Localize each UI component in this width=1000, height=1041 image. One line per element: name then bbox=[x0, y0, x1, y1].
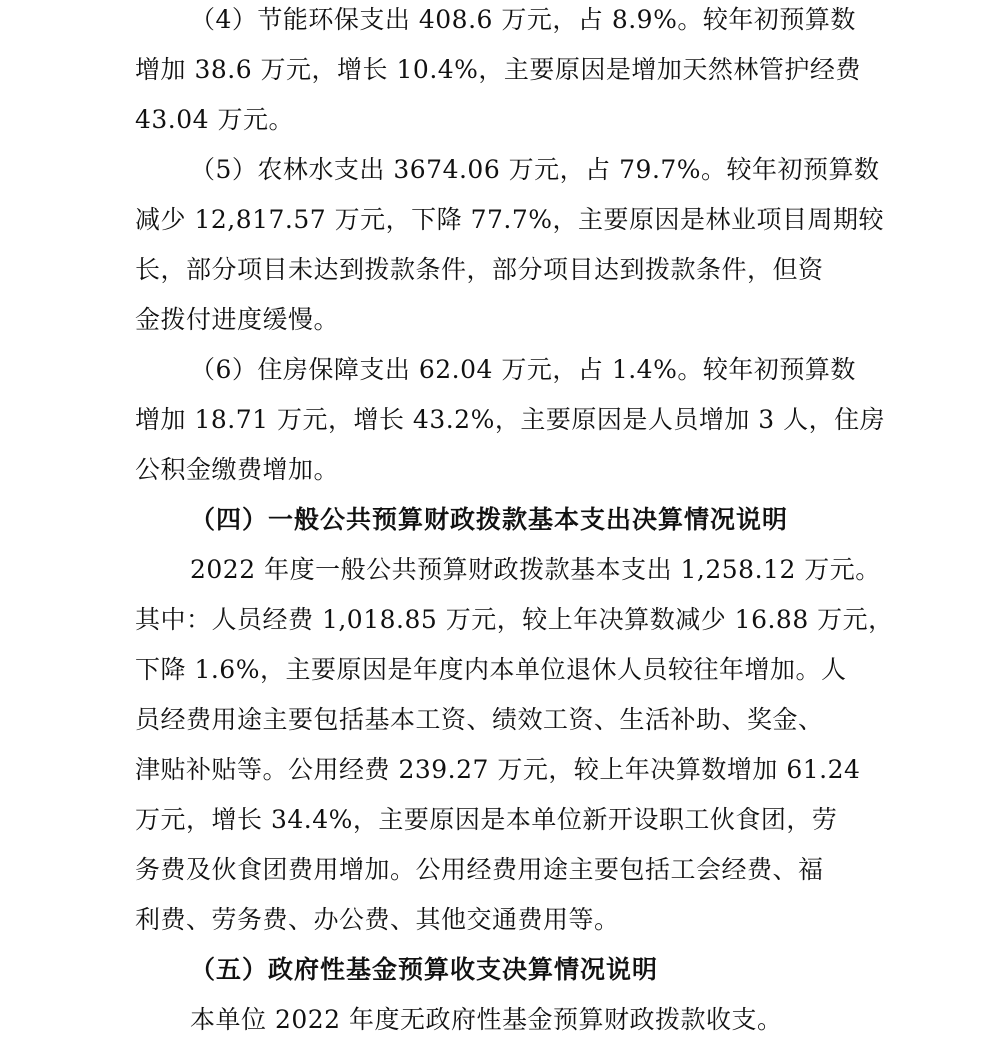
paragraph-line-fund-budget: 本单位 2022 年度无政府性基金预算财政拨款收支。 bbox=[190, 1005, 783, 1034]
paragraph-line: 员经费用途主要包括基本工资、绩效工资、生活补助、奖金、 bbox=[135, 705, 824, 734]
paragraph-line: 长，部分项目未达到拨款条件，部分项目达到拨款条件，但资 bbox=[135, 255, 824, 284]
paragraph-line-item-4: （4）节能环保支出 408.6 万元，占 8.9%。较年初预算数 bbox=[190, 5, 856, 34]
paragraph-line: 公积金缴费增加。 bbox=[135, 455, 340, 484]
paragraph-line: 43.04 万元。 bbox=[135, 105, 295, 134]
section-heading-five: （五）政府性基金预算收支决算情况说明 bbox=[190, 955, 659, 984]
paragraph-line: 万元，增长 34.4%，主要原因是本单位新开设职工伙食团，劳 bbox=[135, 805, 838, 834]
paragraph-line: 增加 38.6 万元，增长 10.4%，主要原因是增加天然林管护经费 bbox=[135, 55, 861, 84]
paragraph-line-item-6: （6）住房保障支出 62.04 万元，占 1.4%。较年初预算数 bbox=[190, 355, 856, 384]
paragraph-line: 津贴补贴等。公用经费 239.27 万元，较上年决算数增加 61.24 bbox=[135, 755, 861, 784]
paragraph-line: 金拨付进度缓慢。 bbox=[135, 305, 340, 334]
paragraph-line: 务费及伙食团费用增加。公用经费用途主要包括工会经费、福 bbox=[135, 855, 824, 884]
paragraph-line: 减少 12,817.57 万元，下降 77.7%，主要原因是林业项目周期较 bbox=[135, 205, 884, 234]
paragraph-line: 下降 1.6%，主要原因是年度内本单位退休人员较往年增加。人 bbox=[135, 655, 847, 684]
section-heading-four: （四）一般公共预算财政拨款基本支出决算情况说明 bbox=[190, 505, 789, 534]
paragraph-line-basic-expenditure: 2022 年度一般公共预算财政拨款基本支出 1,258.12 万元。 bbox=[190, 555, 881, 584]
paragraph-line: 其中：人员经费 1,018.85 万元，较上年决算数减少 16.88 万元， bbox=[135, 605, 894, 634]
paragraph-line-item-5: （5）农林水支出 3674.06 万元，占 79.7%。较年初预算数 bbox=[190, 155, 880, 184]
paragraph-line: 增加 18.71 万元，增长 43.2%，主要原因是人员增加 3 人，住房 bbox=[135, 405, 886, 434]
paragraph-line: 利费、劳务费、办公费、其他交通费用等。 bbox=[135, 905, 620, 934]
